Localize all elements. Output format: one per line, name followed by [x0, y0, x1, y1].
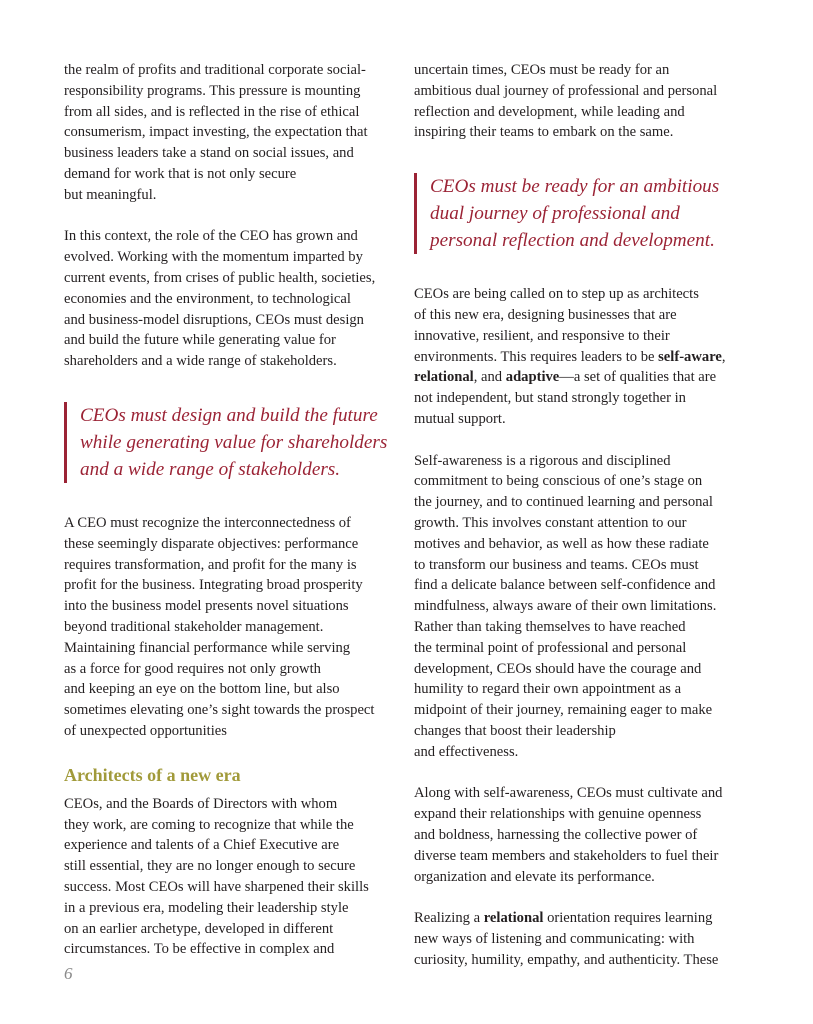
right-paragraph-1: uncertain times, CEOs must be ready for an ambitious dual journey of professional and personal reflection and development, while leading and inspiring their teams to embark on the same.	[414, 62, 718, 141]
left-paragraph-4: CEOs, and the Boards of Directors with whom they work, are coming to recognize that while the experience and talents of a Chief Executive are still essential, they are no longer enough to secure success. Most CEOs will have sharpened their skills in a previous era, modeling their leadership style on an earlier archetype, developed in different circumstances. To be effective in complex and	[64, 795, 369, 958]
right-paragraph-2: CEOs are being called on to step up as architects of this new era, designing businesses that are innovative, resilient, and responsive to their environments. This requires leaders to be self-aware, relational, and adaptive—a set of qualities that are not independent, but stand strongly together in mutual support.	[414, 286, 726, 427]
pull-quote-left: CEOs must design and build the future while generating value for shareholders and a wide range of stakeholders.	[64, 402, 400, 483]
bold-adaptive: adaptive	[505, 369, 560, 386]
bold-relational-2: relational	[483, 910, 544, 927]
bold-relational: relational	[414, 369, 474, 386]
right-paragraph-5: Realizing a relational orientation requires learning new ways of listening and communicating: with curiosity, humility, empathy, and authenticity. These	[414, 910, 719, 968]
page-number: 6	[64, 964, 73, 983]
right-column	[414, 60, 750, 970]
pull-quote-right: CEOs must be ready for an ambitious dual journey of professional and personal reflection and development.	[414, 173, 750, 254]
bold-self-aware: self-aware	[658, 348, 722, 365]
right-paragraph-4: Along with self-awareness, CEOs must cultivate and expand their relationships with genuine openness and boldness, harnessing the collective power of diverse team members and stakeholders to fuel their organization and elevate its performance.	[414, 785, 723, 885]
left-column	[64, 60, 400, 960]
right-paragraph-3: Self-awareness is a rigorous and disciplined commitment to being conscious of one’s stage on the journey, and to continued learning and personal growth. This involves constant attention to our motives and behavior, as well as how these radiate to transform our business and teams. CEOs must find a delicate balance between self-confidence and mindfulness, always aware of their own limitations. Rather than taking themselves to have reached the terminal point of professional and personal development, CEOs should have the courage and humility to regard their own appointment as a midpoint of their journey, remaining eager to make changes that boost their leadership and effectiveness.	[414, 452, 717, 760]
left-paragraph-3: A CEO must recognize the interconnectedness of these seemingly disparate objectives: performance requires transformation, and profit for the many is profit for the business. Integrating broad prosperity into the business model presents novel situations beyond traditional stakeholder management. Maintaining financial performance while serving as a force for good requires not only growth and keeping an eye on the bottom line, but also sometimes elevating one’s sight towards the prospect of unexpected opportunities	[64, 514, 375, 739]
section-heading: Architects of a new era	[64, 764, 241, 785]
left-paragraph-2: In this context, the role of the CEO has grown and evolved. Working with the momentum imparted by current events, from crises of public health, societies, economies and the environment, to technological and business-model disruptions, CEOs must design and build the future while generating value for shareholders and a wide range of stakeholders.	[64, 228, 376, 370]
left-paragraph-1: the realm of profits and traditional corporate social- responsibility programs. This pressure is mounting from all sides, and is reflected in the rise of ethical consumerism, impact investing, the expectation that business leaders take a stand on social issues, and demand for work that is not only secure but meaningful.	[64, 62, 368, 203]
